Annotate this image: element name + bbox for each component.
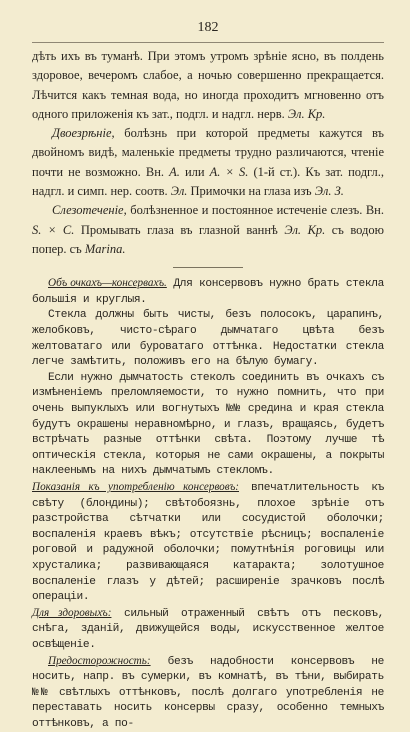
reference: Эл. xyxy=(170,184,188,199)
paragraph-indications: Показанія къ употребленію консервовъ: впечатлительность къ свѣту (блондины); свѣтобоязнь, плохое зрѣніе отъ разстройства сѣтчатки или сосудистой оболочки; воспаленія краевъ вѣкъ; отсутствіе рѣсницъ; воспаленіе роговой и радужной оболочки; помутнѣнія роговицы или хрусталика; развивающаяся катаракта; золотушное воспаленіе глазъ у дѣтей; расширеніе зрачковъ послѣ операціи. xyxy=(32,480,384,604)
small-print-section xyxy=(32,276,384,732)
paragraph-1: дѣть ихъ въ туманѣ. При этомъ утромъ зрѣніе ясно, въ полдень здоровое, вечеромъ слабое, а ночью совершенно прекращается. Лѣчится какъ темная вода, но иногда проходитъ мгновенно отъ одного приложенія къ зат., подгл. и надгл. нерв. Эл. Кр. xyxy=(32,49,384,121)
paragraph-precaution: Предосторожность: безъ надобности консервовъ не носить, напр. въ сумерки, въ комнатѣ, въ тѣни, выбирать №№ свѣтлыхъ оттѣнковъ, послѣ долгаго употребленія не переставать носить консервы сразу, особенно темныхъ оттѣнковъ, а по- xyxy=(32,654,384,730)
paragraph-glasses-intro: Объ очкахъ—консервахъ. Для консервовъ нужно брать стекла большія и круглыя. xyxy=(32,277,385,306)
section-heading: Предосторожность: xyxy=(48,654,151,667)
paragraph-glass-quality: Стекла должны быть чисты, безъ полосокъ, царапинъ, желобковъ, чисто-сѣраго дымчатаго цвѣта безъ желтоватаго или буроватаго оттѣнка. Недостатки стекла легче замѣтить, положивъ его на бѣлую бумагу. xyxy=(32,309,384,369)
reference: Эл. Кр. xyxy=(284,222,326,237)
book-page xyxy=(32,0,384,732)
reference: Эл. Кр. xyxy=(287,106,326,121)
section-heading: Показанія къ употребленію консервовъ: xyxy=(32,480,239,493)
term: Двоезрѣніе, xyxy=(52,126,115,141)
main-text xyxy=(32,47,384,259)
section-divider xyxy=(173,267,243,268)
reference: Эл. З. xyxy=(314,184,344,199)
paragraph-3: Слезотеченіе, болѣзненное и постоянное истеченіе слезъ. Вн. S. × C. Промывать глаза въ глазной ваннѣ Эл. Кр. съ водою попер. съ Marina. xyxy=(32,203,384,256)
page-number: 182 xyxy=(32,0,384,43)
section-heading: Для здоровыхъ: xyxy=(32,606,112,619)
paragraph-2: Двоезрѣніе, болѣзнь при которой предметы кажутся въ двойномъ видѣ, маленькіе предметы трудно различаются, чтеніе почти не возможно. Вн. A. или A. × S. (1-й ст.). Къ зат. подгл., надгл. и симп. нер. соотв. Эл. Примочки на глаза изъ Эл. З. xyxy=(32,126,385,199)
paragraph-refraction: Если нужно дымчатость стеколъ соединить въ очкахъ съ измѣненіемъ преломляемости, то нужно помнить, что при очень выпуклыхъ или вогнутыхъ №№ средина и края стекла будутъ окрашены неравномѣрно, и глазъ, вращаясь, будетъ встрѣчать разные оттѣнки свѣта. Поэтому лучше тѣ оптическія стекла, которыя не сами окрашены, а покрыты наклеенымъ на нихъ дымчатымъ стекломъ. xyxy=(32,371,384,478)
paragraph-healthy: Для здоровыхъ: сильный отраженный свѣтъ отъ песковъ, снѣга, зданій, движущейся воды, искусственное желтое освѣщеніе. xyxy=(32,606,384,651)
term: Слезотеченіе, xyxy=(52,203,127,218)
section-heading: Объ очкахъ—консервахъ. xyxy=(48,277,167,290)
